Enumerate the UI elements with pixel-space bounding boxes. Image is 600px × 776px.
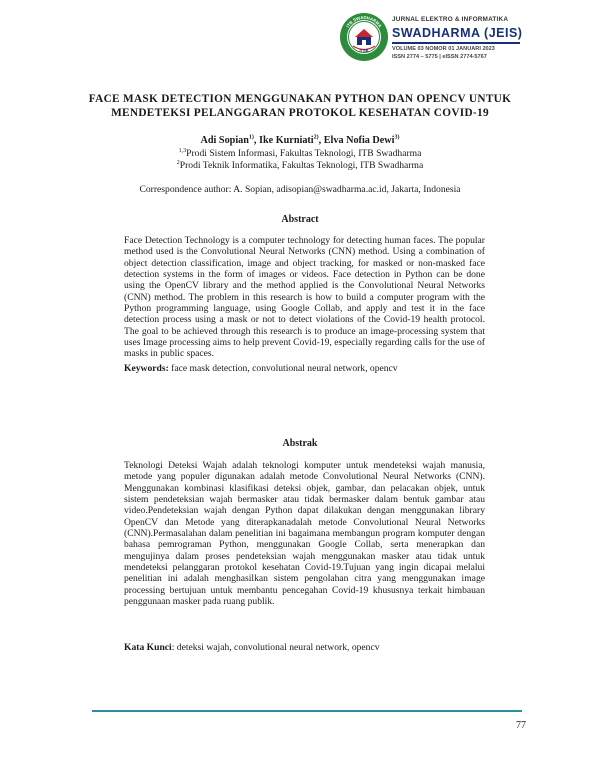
svg-text:ITB SWADHARMA: ITB SWADHARMA [345,14,383,29]
svg-text:ITSB: ITSB [359,48,369,53]
abstract-keywords [124,363,485,375]
volume-line: VOLUME 03 NOMOR 01 JANUARI 2023 [392,46,495,52]
kata-kunci-value: : deteksi wajah, convolutional neural network, opencv [171,642,380,653]
author-3-sup: 3) [394,134,400,141]
abstrak-keywords [124,642,485,654]
affiliation-2: $^2$Prodi Teknik Informatika, Fakultas Teknologi, ITB Swadharma [176,159,424,171]
journal-header [339,10,549,76]
keywords-value: face mask detection, convolutional neural network, opencv [171,363,398,374]
journal-label: JURNAL ELEKTRO & INFORMATIKA [392,16,509,23]
footer-divider [92,710,522,712]
author-1-sup: 1) [248,134,254,141]
title-line-2: MENDETEKSI PELANGGARAN PROTOKOL KESEHATAN COVID-19 [111,107,489,119]
kata-kunci-label: Kata Kunci [124,642,172,653]
header-divider [392,42,520,44]
author-3: Elva Nofia Dewi [323,135,395,146]
title-line-1: FACE MASK DETECTION MENGGUNAKAN PYTHON DAN OPENCV UNTUK [88,93,512,105]
affiliation-1: $^{1,3}$Prodi Sistem Informasi, Fakultas Teknologi, ITB Swadharma [178,147,422,159]
author-2: Ike Kurniati [259,135,314,146]
journal-volume-info [392,46,495,61]
journal-name: SWADHARMA (JEIS) [392,26,523,40]
correspondence-author: Correspondence author: A. Sopian, adisopian@swadharma.ac.id, Jakarta, Indonesia [139,184,461,195]
abstract-text: Face Detection Technology is a computer technology for detecting human faces. The popular method used is the Convolutional Neural Networks (CNN) method. Using a combination of object detection classification, image and object tracking, for masked or non-masked face detection systems in the form of images or videos. Face detection in Python can be done using the OpenCV library and the method applied is the Convolutional Neural Networks (CNN) method. The problem in this research is how to build a computer program with the Python programming language, using Google Collab, and apply and test it in the face detection process using a mask or not to detect violations of the Covid-19 health protocol. The goal to be achieved through this research is to produce an image-processing system that uses Image processing aims to help prevent Covid-19, especially regarding calls for the use of masks in public spaces. [124,235,485,360]
keywords-label: Keywords: [124,363,169,374]
journal-logo [339,12,389,62]
author-1: Adi Sopian [200,135,249,146]
paper-title [60,92,540,120]
page-number: 77 [516,720,526,731]
abstrak-text: Teknologi Deteksi Wajah adalah teknologi komputer untuk mendeteksi wajah manusia, metode yang populer digunakan adalah metode Convolutional Neural Networks (CNN). Menggunakan kombinasi klasifikasi deteksi objek, gambar, dan pelacakan objek, untuk sistem pendeteksian wajah bermasker atau tidak bermasker dalam bentuk gambar atau video.Pendeteksian wajah dengan Python dapat dilakukan dengan menggunakan library OpenCV dan Metode yang diterapkanadalah metode Convolutional Neural Networks (CNN).Permasalahan dalam penelitian ini bagaimana membangun program komputer dengan bahasa pemrograman Python, menggunakan Google Collab, serta menerapkan dan mengujinya dalam proses pendeteksian wajah menggunakan masker atau tidak untuk mendeteksi pelanggaran protokol kesehatan Covid-19.Tujuan yang ingin dicapai melalui penelitian ini adalah menghasilkan sistem pengolahan citra yang menggunakan image processing bertujuan untuk membantu pencegahan Covid-19 khususnya terkait himbauan penggunaan masker pada ruang publik. [124,460,485,608]
abstrak-heading: Abstrak [282,438,318,449]
authors-line: Adi Sopian$^{1)}$, Ike Kurniati$^{2)}$, Elva Nofia Dewi$^{3)}$ [200,134,400,146]
abstract-heading: Abstract [281,214,319,225]
author-2-sup: 2) [313,134,319,141]
issn-line: ISSN 2774 – 5775 | eISSN 2774-5767 [392,53,487,60]
